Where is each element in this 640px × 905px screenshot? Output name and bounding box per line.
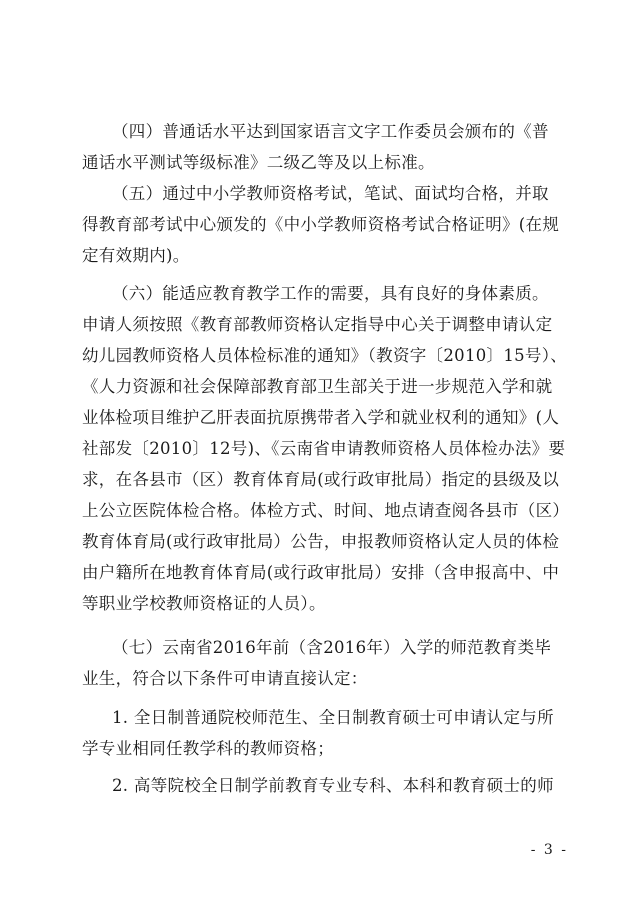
paragraph-5-line-2: 得教育部考试中心颁发的《中小学教师资格考试合格证明》(在规 <box>82 215 560 234</box>
item-1-line-1: 1. 全日制普通院校师范生、全日制教育硕士可申请认定与所 <box>112 708 554 727</box>
item-2-line-1: 2. 高等院校全日制学前教育专业专科、本科和教育硕士的师 <box>112 776 554 795</box>
paragraph-5-line-3: 定有效期内)。 <box>82 246 190 265</box>
paragraph-7-line-2: 业生，符合以下条件可申请直接认定： <box>82 669 368 688</box>
paragraph-4-line-1: （四）普通话水平达到国家语言文字工作委员会颁布的《普 <box>112 122 549 141</box>
paragraph-7-line-1: （七）云南省2016年前（含2016年）入学的师范教育类毕 <box>112 638 552 657</box>
page-number: - 3 - <box>530 842 568 858</box>
paragraph-6-line-10: 由户籍所在地教育体育局(或行政审批局）安排（含申报高中、中 <box>82 563 560 582</box>
paragraph-6-line-11: 等职业学校教师资格证的人员）。 <box>82 594 326 613</box>
paragraph-5-line-1: （五）通过中小学教师资格考试，笔试、面试均合格，并取 <box>112 184 549 203</box>
paragraph-6-line-8: 上公立医院体检合格。体检方式、时间、地点请查阅各县市（区） <box>82 501 570 520</box>
paragraph-6-line-6: 社部发〔2010〕12号)、《云南省申请教师资格人员体检办法》要 <box>82 439 566 458</box>
paragraph-6-line-4: 《人力资源和社会保障部教育部卫生部关于进一步规范入学和就 <box>82 377 553 396</box>
paragraph-6-line-9: 教育体育局(或行政审批局）公告，申报教师资格认定人员的体检 <box>82 532 560 551</box>
paragraph-6-line-1: （六）能适应教育教学工作的需要，具有良好的身体素质。 <box>112 284 549 303</box>
paragraph-6-line-3: 幼儿园教师资格人员体检标准的通知》（教资字〔2010〕15号）、 <box>82 346 568 365</box>
paragraph-6-line-5: 业体检项目维护乙肝表面抗原携带者入学和就业权利的通知》(人 <box>82 408 560 427</box>
paragraph-6-line-7: 求，在各县市（区）教育体育局(或行政审批局）指定的县级及以 <box>82 470 560 489</box>
paragraph-6-line-2: 申请人须按照《教育部教师资格认定指导中心关于调整申请认定 <box>82 315 553 334</box>
item-1-line-2: 学专业相同任教学科的教师资格； <box>82 739 334 758</box>
paragraph-4-line-2: 通话水平测试等级标准》二级乙等及以上标准。 <box>82 153 435 172</box>
